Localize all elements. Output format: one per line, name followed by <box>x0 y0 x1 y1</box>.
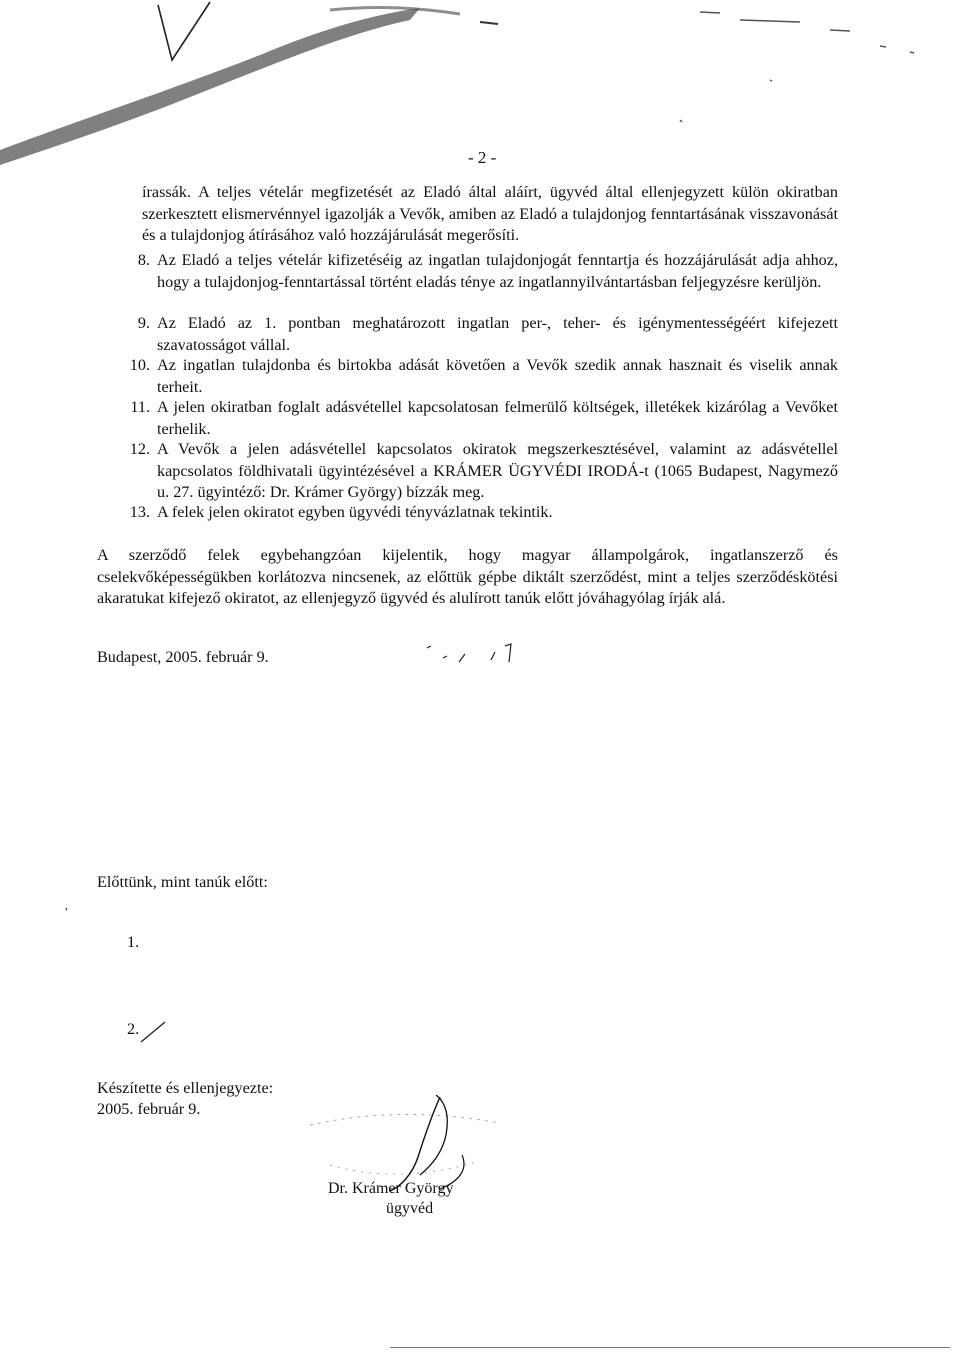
item-text: Az ingatlan tulajdonba és birtokba adását követően a Vevők szedik annak hasznait és viselik annak terheit. <box>157 356 838 396</box>
signature-scribble <box>425 638 545 668</box>
signer-title: ügyvéd <box>386 1200 434 1217</box>
witness-2-scribble <box>139 1020 169 1044</box>
item-number: 8. <box>137 251 150 269</box>
item-number: 13. <box>129 503 150 521</box>
bottom-rule <box>390 1347 950 1348</box>
intro-paragraph: írassák. A teljes vételár megfizetését az Eladó által aláírt, ügyvéd által ellenjegyzett külön okiratban szerkesztett elismervénnyel igazolják a Vevők, amiben az Eladó a tulajdonjog fenntartásának visszavonását és a tulajdonjog átírásához való hozzájárulását megerősíti. <box>142 183 838 244</box>
prepared-date: 2005. február 9. <box>97 1100 201 1118</box>
item-text: A felek jelen okiratot egyben ügyvédi tényvázlatnak tekintik. <box>157 503 553 521</box>
item-number: 11. <box>130 398 150 416</box>
item-text: A Vevők a jelen adásvétellel kapcsolatos okiratok megszerkesztésével, valamint az adásvétellel kapcsolatos földhivatali ügyintézésével a KRÁMER ÜGYVÉDI IRODÁ-t (1065 Budapest, Nagymező u. 27. ügyintéző: Dr. Krámer György) bízzák meg. <box>157 440 838 501</box>
witness-2-number: 2. <box>127 1020 140 1038</box>
item-text: Az Eladó a teljes vételár kifizetéséig az ingatlan tulajdonjogát fenntartja és hozzájárulását adja ahhoz, hogy a tulajdonjog-fenntartással történt eladás ténye az ingatlannyilvántartásban feljegyzésre kerüljön. <box>157 251 838 291</box>
item-number: 10. <box>129 356 150 374</box>
witnesses-label: Előttünk, mint tanúk előtt: <box>97 873 268 891</box>
prepared-label: Készítette és ellenjegyezte: <box>97 1079 274 1097</box>
scan-artifact <box>0 0 960 170</box>
signer-name: Dr. Krámer György <box>328 1180 454 1197</box>
item-text: Az Eladó az 1. pontban meghatározott ingatlan per-, teher- és igénymentességéért kifejezett szavatosságot vállal. <box>157 314 838 354</box>
item-number: 9. <box>137 314 150 332</box>
item-text: A jelen okiratban foglalt adásvétellel kapcsolatosan felmerülő költségek, illetékek kizárólag a Vevőket terhelik. <box>157 398 838 438</box>
stray-mark: , <box>65 898 68 912</box>
page-number: - 2 - <box>468 148 497 167</box>
item-number: 12. <box>129 440 150 458</box>
place-date: Budapest, 2005. február 9. <box>97 648 269 666</box>
closing-paragraph: A szerződő felek egybehangzóan kijelentik, hogy magyar állampolgárok, ingatlanszerző és cselekvőképességükben korlátozva nincsenek, az előttük gépbe diktált szerződést, mint a teljes szerződéskötési akaratukat kifejező okiratot, az ellenjegyző ügyvéd és alulírott tanúk előtt jóváhagyólag írják alá. <box>97 546 838 607</box>
witness-1-number: 1. <box>127 933 140 951</box>
